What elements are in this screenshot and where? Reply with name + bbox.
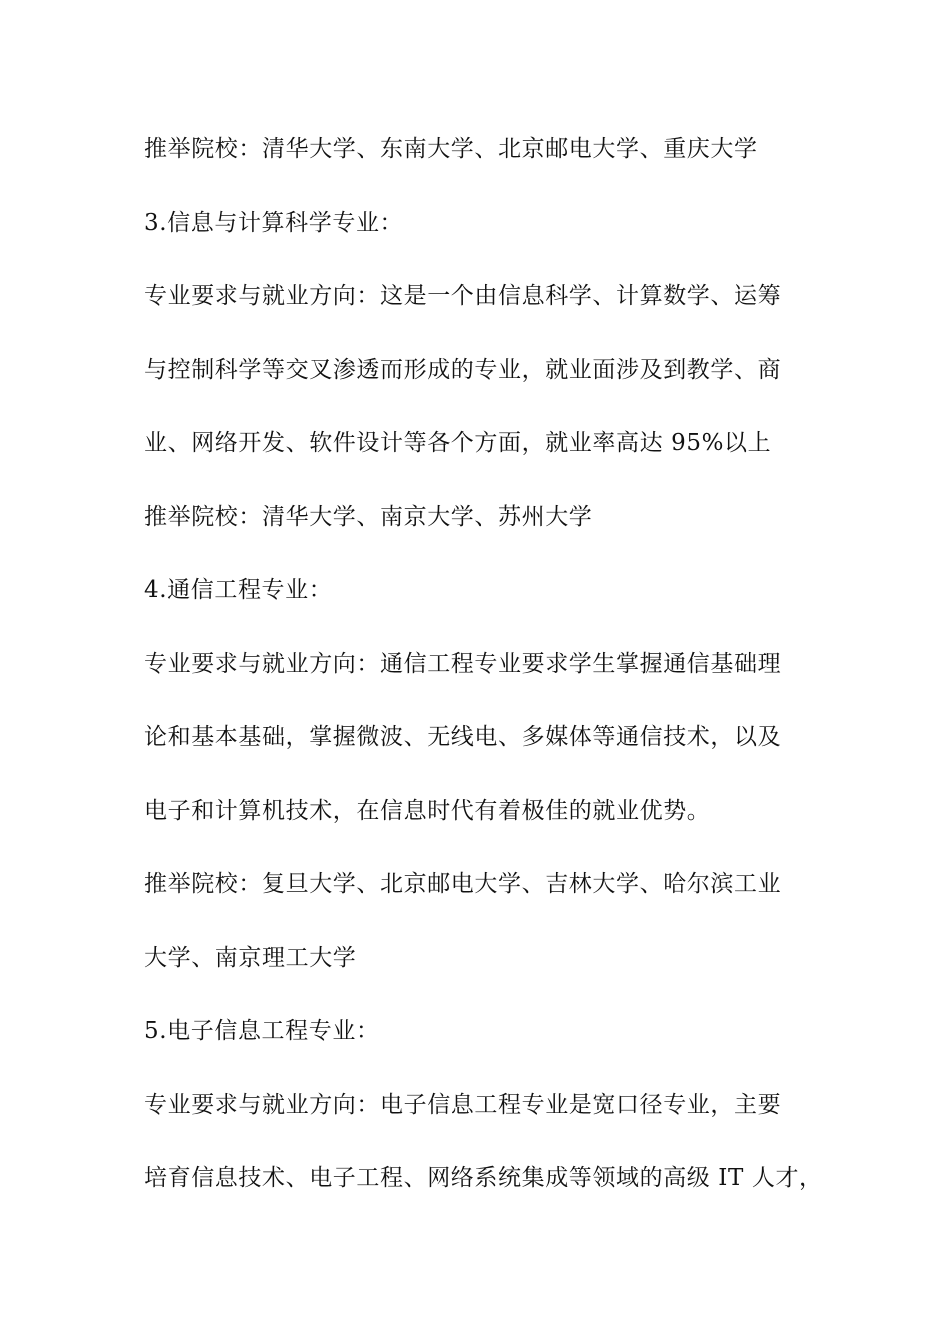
section-heading-communication-engineering: 4.通信工程专业：: [144, 577, 333, 603]
body-text-line: 专业要求与就业方向：电子信息工程专业是宽口径专业，主要: [144, 1091, 782, 1118]
document-body: [144, 131, 824, 1234]
recommended-schools-line: 大学、南京理工大学: [144, 944, 357, 971]
body-text-line: 与控制科学等交叉渗透而形成的专业，就业面涉及到教学、商: [144, 356, 782, 383]
body-text-line: 专业要求与就业方向：这是一个由信息科学、计算数学、运筹: [144, 283, 782, 309]
recommended-schools-line: 推举院校：清华大学、南京大学、苏州大学: [144, 503, 593, 530]
section-heading-electronic-information-engineering: 5.电子信息工程专业：: [144, 1018, 380, 1044]
recommended-schools-line: 推举院校：清华大学、东南大学、北京邮电大学、重庆大学: [144, 136, 758, 162]
body-text-line: 论和基本基础，掌握微波、无线电、多媒体等通信技术，以及: [144, 724, 782, 750]
section-heading-information-computing-science: 3.信息与计算科学专业：: [144, 209, 404, 236]
body-text-line: 专业要求与就业方向：通信工程专业要求学生掌握通信基础理: [144, 650, 782, 677]
body-text-line: 培育信息技术、电子工程、网络系统集成等领域的高级 IT 人才，: [144, 1165, 823, 1191]
recommended-schools-line: 推举院校：复旦大学、北京邮电大学、吉林大学、哈尔滨工业: [144, 871, 782, 897]
body-text-line: 电子和计算机技术，在信息时代有着极佳的就业优势。: [144, 797, 711, 824]
body-text-line: 业、网络开发、软件设计等各个方面，就业率高达 95%以上: [144, 430, 772, 456]
